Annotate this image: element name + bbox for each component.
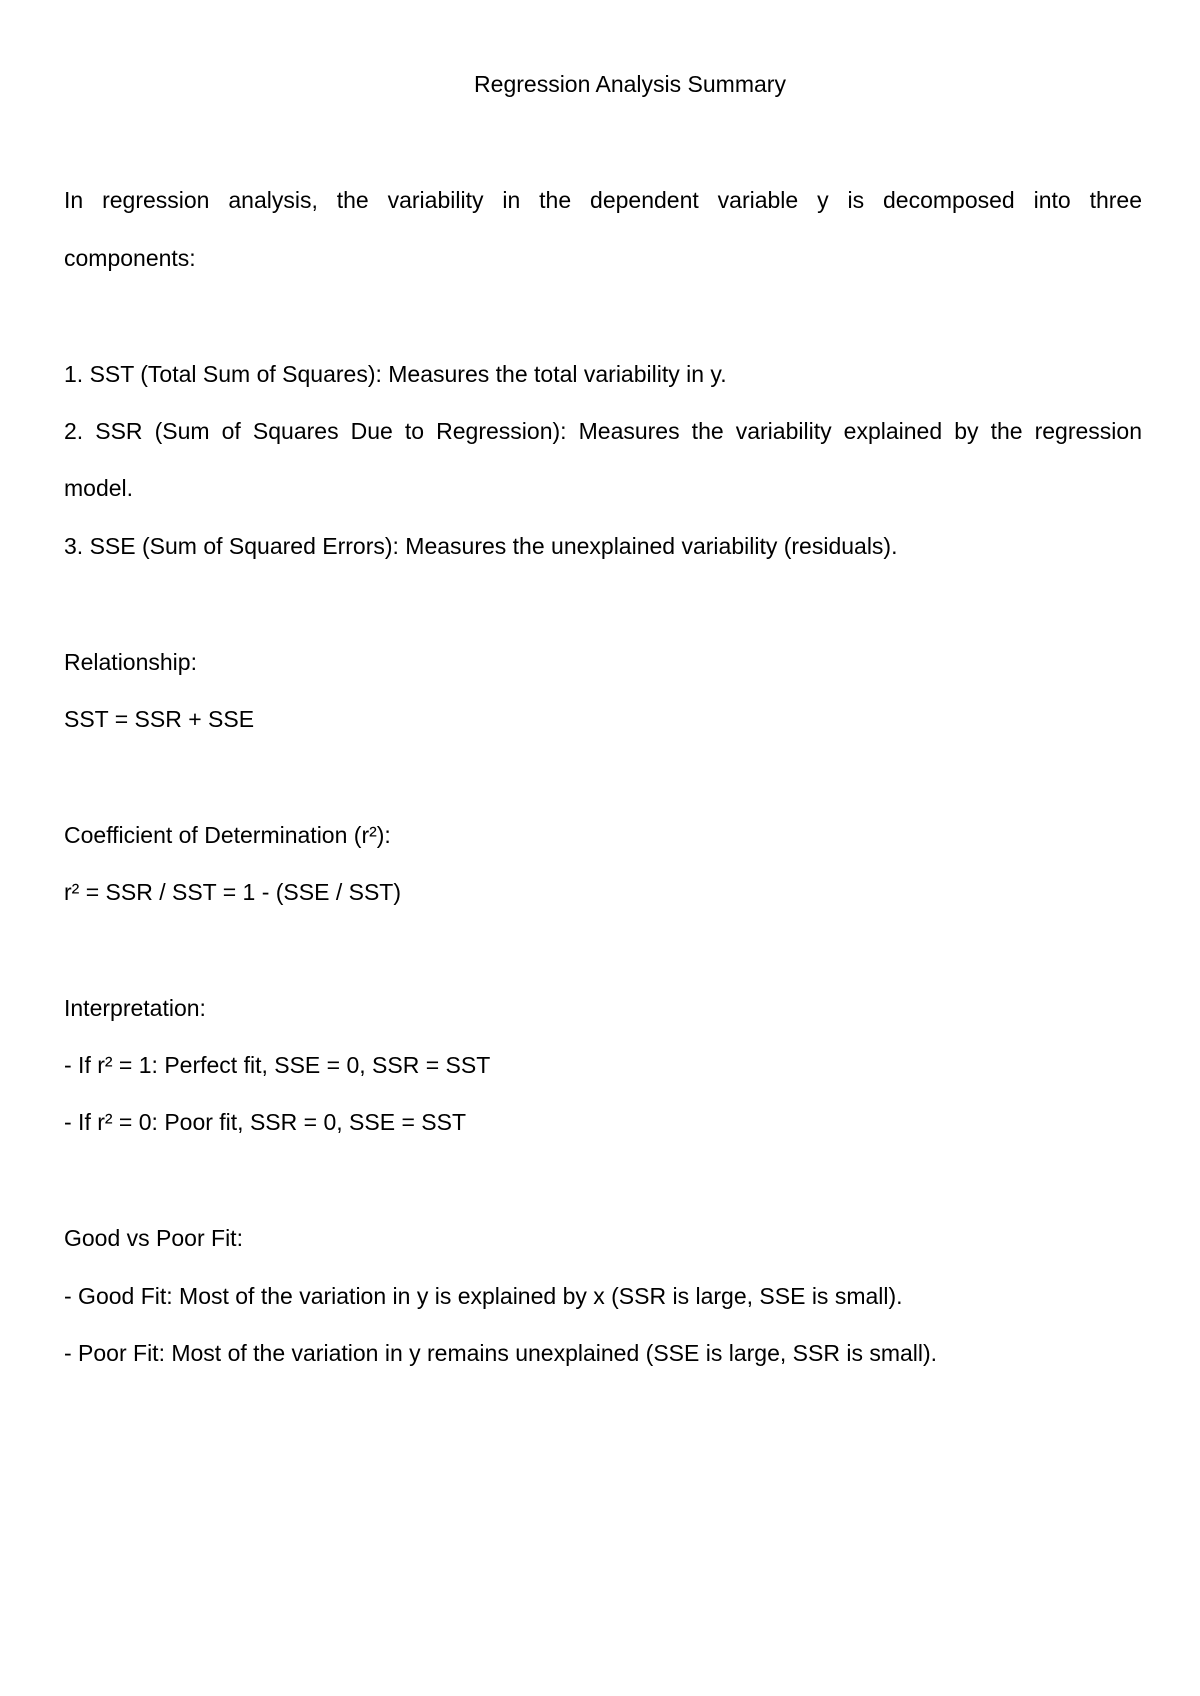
fit-heading: Good vs Poor Fit:	[64, 1225, 243, 1251]
coefficient-heading: Coefficient of Determination (r²):	[64, 822, 391, 848]
relationship-heading: Relationship:	[64, 649, 197, 675]
component-item-sst: 1. SST (Total Sum of Squares): Measures the total variability in y.	[64, 361, 727, 387]
interpretation-item-poor-fit: - If r² = 0: Poor fit, SSR = 0, SSE = SST	[64, 1109, 467, 1135]
component-item-sse: 3. SSE (Sum of Squared Errors): Measures the unexplained variability (residuals).	[64, 533, 898, 559]
intro-paragraph-line-2: components:	[64, 245, 196, 271]
interpretation-heading: Interpretation:	[64, 995, 206, 1021]
relationship-formula: SST = SSR + SSE	[64, 706, 255, 732]
intro-paragraph-line-1: In regression analysis, the variability in the dependent variable y is decomposed into three	[64, 187, 1142, 213]
fit-item-poor: - Poor Fit: Most of the variation in y remains unexplained (SSE is large, SSR is small).	[64, 1340, 938, 1366]
component-item-ssr-line-1: 2. SSR (Sum of Squares Due to Regression): Measures the variability explained by the regression	[64, 418, 1142, 444]
fit-item-good: - Good Fit: Most of the variation in y is explained by x (SSR is large, SSE is small).	[64, 1283, 903, 1309]
component-item-ssr-line-2: model.	[64, 475, 134, 501]
page-title: Regression Analysis Summary	[474, 71, 786, 97]
interpretation-item-perfect-fit: - If r² = 1: Perfect fit, SSE = 0, SSR = SST	[64, 1052, 491, 1078]
coefficient-formula: r² = SSR / SST = 1 - (SSE / SST)	[64, 879, 401, 905]
